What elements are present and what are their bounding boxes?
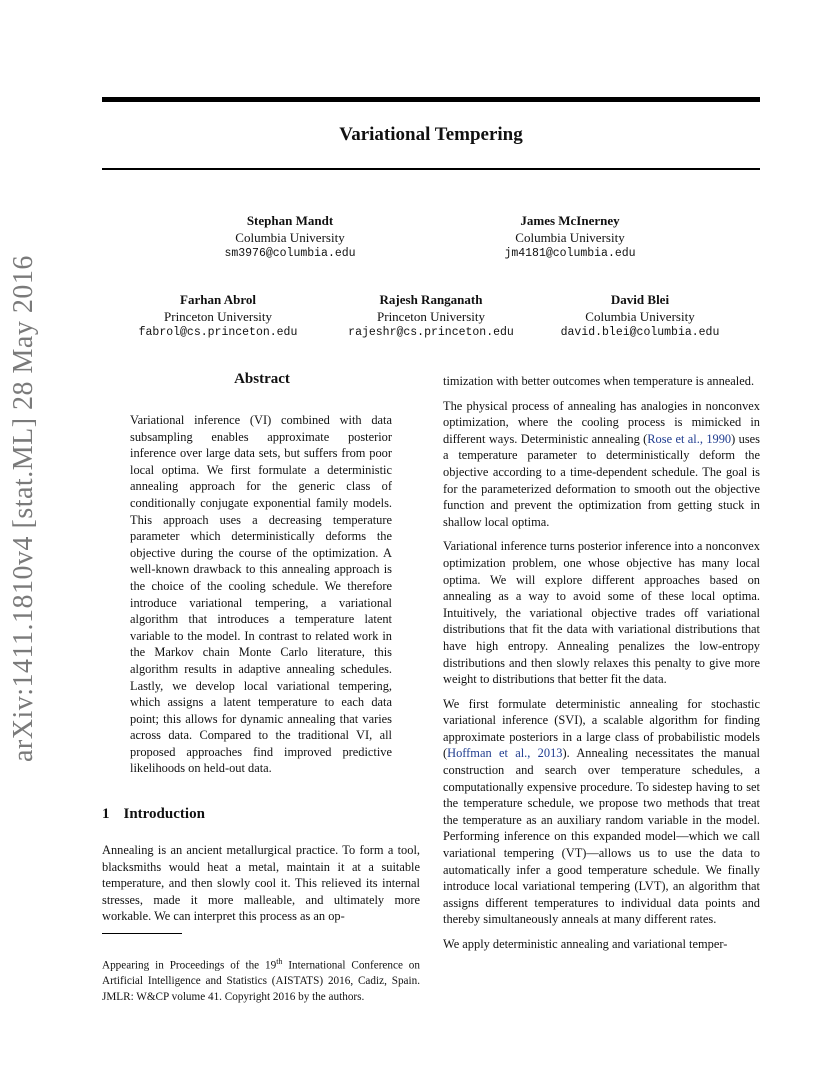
- paragraph: Variational inference turns posterior inference into a nonconvex optimization problem, one whose objective has many local optima. We will explore different approaches based on annealing as a way to avoid some of these local optima. Intuitively, the variational objective trades off variational distributions that fit the data with variational distributions that have high entropy. Annealing penalizes the low-entropy distributions and then slowly relaxes this penalty to give more weight to distributions that better fit the data.: [443, 539, 760, 687]
- author-block: [480, 213, 660, 263]
- paragraph-text: The physical process of annealing has analogies in nonconvex optimization, where the cooling process is mimicked in different ways. Deterministic annealing (: [443, 398, 760, 446]
- title-rule-top: [102, 97, 760, 102]
- footnote: [102, 954, 420, 1005]
- author-affiliation: Princeton University: [164, 308, 272, 324]
- section-title: Introduction: [123, 806, 205, 822]
- citation-link[interactable]: Rose et al., 1990: [647, 431, 732, 446]
- paragraph-text: We first formulate deterministic annealing for stochastic variational inference (SVI), a scalable algorithm for finding approximate posteriors in a large class of probabilistic models (: [443, 696, 760, 761]
- abstract-heading: Abstract: [234, 371, 290, 387]
- paragraph: timization with better outcomes when temperature is annealed.: [443, 374, 755, 388]
- author-email: jm4181@columbia.edu: [504, 247, 636, 260]
- abstract-body: [130, 412, 392, 785]
- author-name: James McInerney: [520, 213, 620, 228]
- author-name: Stephan Mandt: [246, 213, 334, 228]
- author-email: fabrol@cs.princeton.edu: [138, 326, 298, 339]
- paragraph: Annealing is an ancient metallurgical practice. To form a tool, blacksmiths would heat a metal, maintain it at a suitable temperature, and then slowly cool it. This relieved its internal stresses, made it more malleable, and ultimately more workable. We can interpret this process as an op-: [102, 843, 420, 924]
- author-email: david.blei@columbia.edu: [560, 326, 720, 339]
- paragraph-text: ). Annealing necessitates the manual construction and search over temperature schedules, a computationally expensive procedure. To sidestep having to set the temperature schedule, we propose two methods that treat the temperature as an auxiliary random variable in the model. Performing inference on this expanded model—which we call variational tempering (VT)—allows us to use the data to automatically infer a good temperature schedule. We finally introduce local variational tempering (LVT), an algorithm that assigns different temperatures to individual data points and thereby simultaneously anneals at many different rates.: [443, 746, 760, 927]
- author-block: [331, 292, 531, 342]
- author-affiliation: Columbia University: [235, 229, 345, 245]
- paragraph: We apply deterministic annealing and variational temper-: [443, 937, 728, 951]
- citation-link[interactable]: Hoffman et al., 2013: [447, 746, 563, 761]
- footnote-post: International Conference on Artificial Intelligence and Statistics (AISTATS) 2016, Cadiz, Spain. JMLR: W&CP volume 41. Copyright 2016 by the authors.: [102, 959, 420, 1003]
- author-affiliation: Columbia University: [585, 308, 695, 324]
- section-number: 1: [102, 806, 110, 822]
- paper-title: Variational Tempering: [339, 124, 523, 145]
- author-affiliation: Princeton University: [377, 308, 485, 324]
- footnote-pre: Appearing in Proceedings of the 19: [102, 959, 277, 972]
- author-email: rajeshr@cs.princeton.edu: [348, 326, 514, 339]
- introduction-body: [102, 842, 420, 933]
- footnote-superscript: th: [276, 957, 283, 966]
- author-affiliation: Columbia University: [515, 229, 625, 245]
- title-rule-bottom: [102, 168, 760, 170]
- author-block: [540, 292, 740, 342]
- right-column: [443, 373, 760, 961]
- author-name: Farhan Abrol: [180, 292, 256, 307]
- author-name: David Blei: [610, 292, 670, 307]
- section-heading-introduction: [102, 806, 219, 823]
- author-email: sm3976@columbia.edu: [224, 247, 356, 260]
- paragraph-text: ) uses a temperature parameter to deterministically deform the objective according to a time-dependent schedule. The goal is for the parameterized deformation to smooth out the objective function and prevent the optimization from getting stuck in shallow local optima.: [443, 431, 760, 529]
- paragraph: [443, 398, 760, 531]
- footnote-rule: [102, 933, 182, 934]
- author-block: [118, 292, 318, 342]
- author-name: Rajesh Ranganath: [379, 292, 483, 307]
- abstract-text: Variational inference (VI) combined with data subsampling enables approximate posterior inference over large data sets, but suffers from poor local optima. We first formulate a deterministic annealing approach for the generic class of conditionally conjugate exponential family models. This approach uses a decreasing temperature parameter which deterministically deforms the objective during the course of the optimization. A well-known drawback to this annealing approach is the choice of the cooling schedule. We therefore introduce variational tempering, a variational algorithm that introduces a temperature latent variable to the model. In contrast to related work in the Markov chain Monte Carlo literature, this algorithm results in adaptive annealing schedules. Lastly, we develop local variational tempering, which assigns a latent temperature to each data point; this allows for dynamic annealing that varies across data. Compared to the traditional VI, all proposed approaches find improved predictive likelihoods on held-out data.: [130, 413, 392, 776]
- author-block: [200, 213, 380, 263]
- paragraph: [443, 696, 760, 928]
- arxiv-stamp: arXiv:1411.1810v4 [stat.ML] 28 May 2016: [8, 255, 39, 762]
